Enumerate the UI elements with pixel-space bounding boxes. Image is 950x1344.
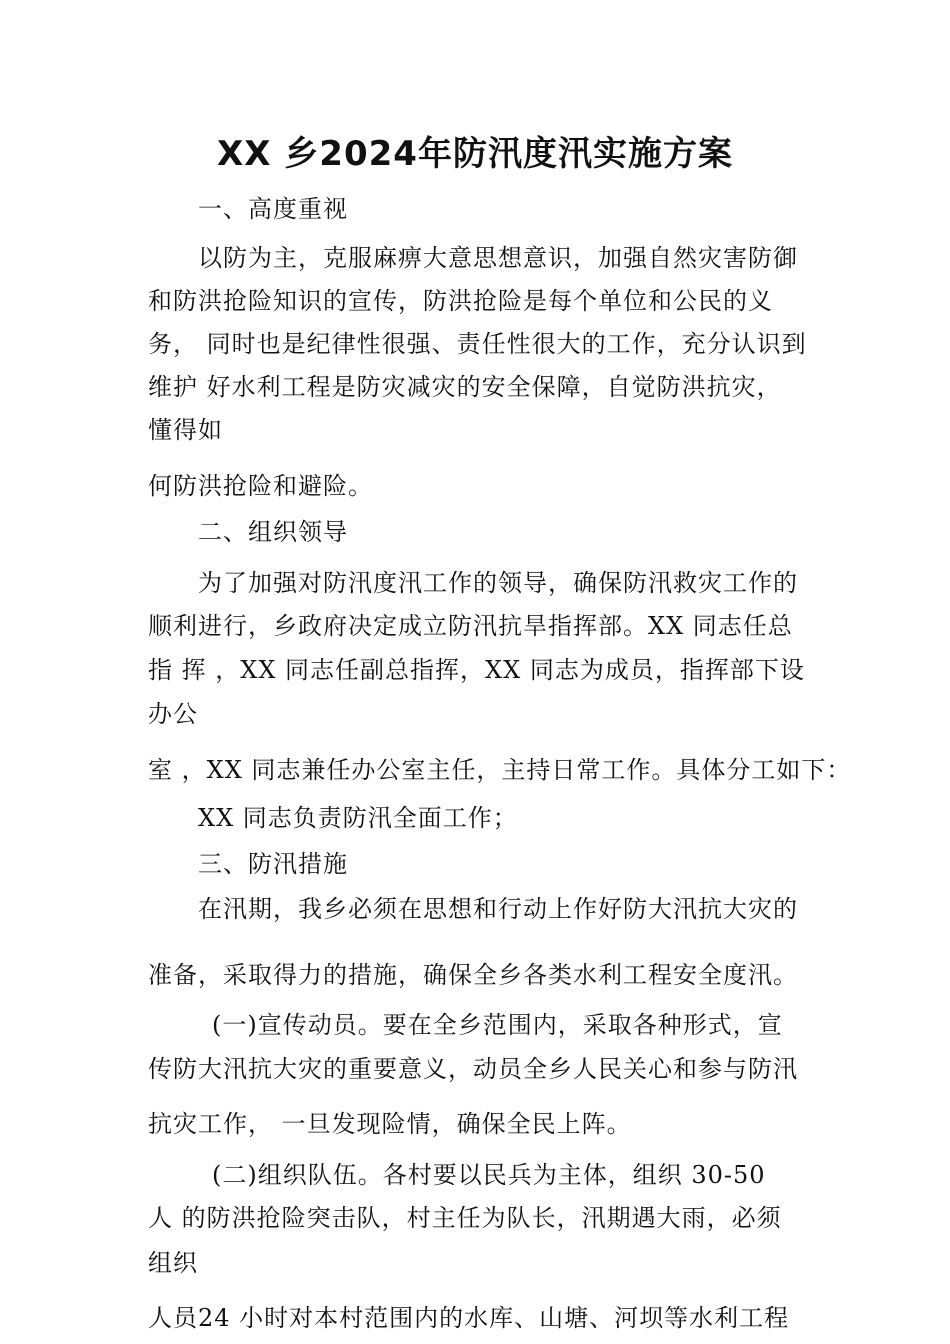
section-heading-2: 二、组织领导 — [198, 518, 348, 546]
paragraph-line: XX 同志负责防汛全面工作； — [198, 804, 518, 832]
paragraph-line: 在汛期，我乡必须在思想和行动上作好防大汛抗大灾的 — [198, 895, 798, 923]
section-heading-3: 三、防汛措施 — [198, 850, 348, 878]
paragraph-line: 办公 — [148, 700, 198, 728]
paragraph-line: 懂得如 — [148, 416, 223, 444]
paragraph-line: 人 的防洪抢险突击队，村主任为队长，汛期遇大雨，必须 — [148, 1204, 782, 1232]
paragraph-line: 指 挥 ，XX 同志任副总指挥，XX 同志为成员，指挥部下设 — [148, 656, 805, 684]
paragraph-line: (一)宣传动员。要在全乡范围内，采取各种形式，宣 — [212, 1011, 783, 1039]
paragraph-line: 组织 — [148, 1249, 198, 1277]
paragraph-line: (二)组织队伍。各村要以民兵为主体，组织 30-50 — [212, 1161, 766, 1189]
paragraph-line: 何防洪抢险和避险。 — [148, 472, 373, 500]
paragraph-line: 以防为主，克服麻痹大意思想意识，加强自然灾害防御 — [198, 244, 798, 272]
paragraph-line: 准备，采取得力的措施，确保全乡各类水利工程安全度汛。 — [148, 961, 798, 989]
paragraph-line: 传防大汛抗大灾的重要意义，动员全乡人民关心和参与防汛 — [148, 1055, 798, 1083]
section-heading-1: 一、高度重视 — [198, 195, 348, 223]
paragraph-line: 和防洪抢险知识的宣传，防洪抢险是每个单位和公民的义 — [148, 287, 773, 315]
paragraph-line: 为了加强对防汛度汛工作的领导，确保防汛救灾工作的 — [198, 569, 798, 597]
paragraph-line: 维护 好水利工程是防灾减灾的安全保障，自觉防洪抗灾， — [148, 373, 782, 401]
paragraph-line: 顺利进行，乡政府决定成立防汛抗旱指挥部。XX 同志任总 — [148, 612, 793, 640]
document-title: XX 乡2024年防汛度汛实施方案 — [217, 134, 733, 174]
paragraph-line: 务， 同时也是纪律性很强、责任性很大的工作，充分认识到 — [148, 330, 807, 358]
paragraph-line: 抗灾工作， 一旦发现险情，确保全民上阵。 — [148, 1110, 632, 1138]
paragraph-line: 室 ，XX 同志兼任办公室主任，主持日常工作。具体分工如下： — [148, 756, 852, 784]
paragraph-line: 人员24 小时对本村范围内的水库、山塘、河坝等水利工程 — [148, 1304, 790, 1332]
